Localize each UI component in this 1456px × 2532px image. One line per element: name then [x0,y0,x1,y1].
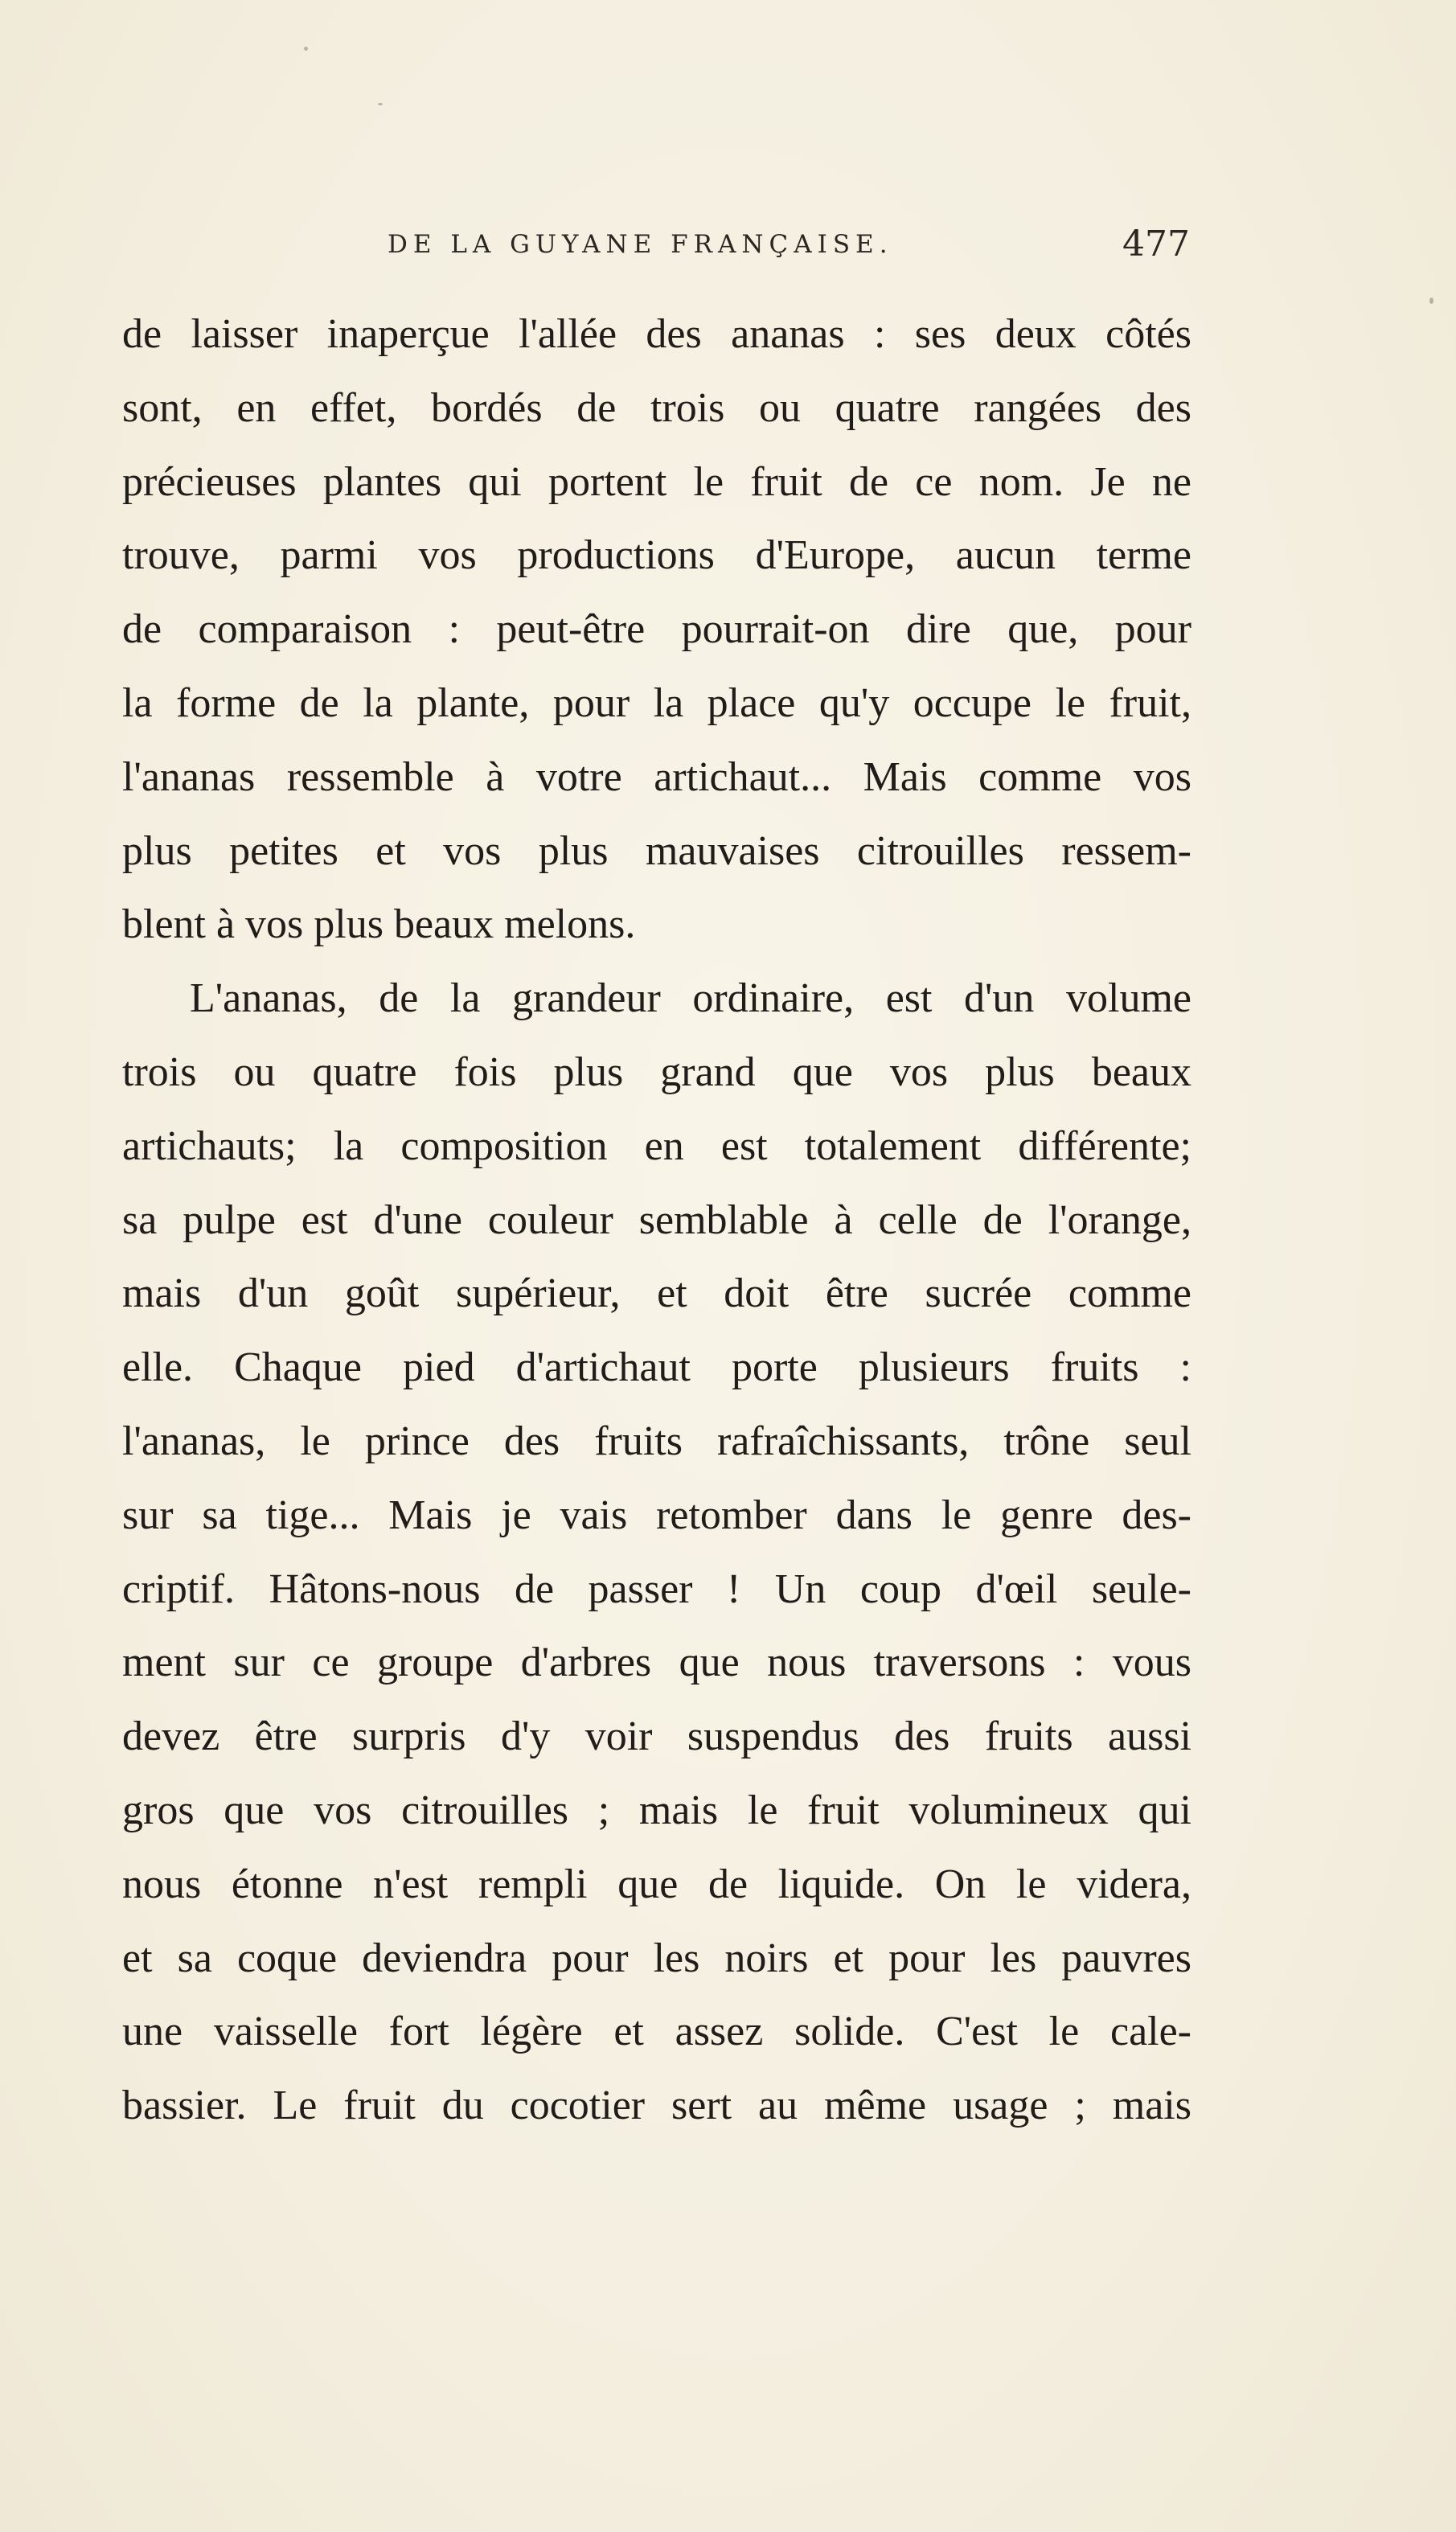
running-head-title: DE LA GUYANE FRANÇAISE. [388,230,893,259]
text-line: artichauts; la composition en est totalement différente; [122,1122,1191,1169]
text-line: la forme de la plante, pour la place qu'y occupe le fruit, [122,679,1191,726]
page-number: 477 [1122,224,1190,265]
body-text [122,298,1191,2143]
text-line: l'ananas ressemble à votre artichaut... Mais comme vos [122,753,1191,800]
text-line: ment sur ce groupe d'arbres que nous traversons : vous [122,1639,1191,1686]
text-line: elle. Chaque pied d'artichaut porte plusieurs fruits : [122,1344,1191,1391]
text-line: une vaisselle fort légère et assez solide. C'est le cale- [122,2009,1191,2055]
text-line: mais d'un goût supérieur, et doit être sucrée comme [122,1270,1191,1317]
running-head [122,224,1191,272]
text-line: de laisser inaperçue l'allée des ananas : ses deux côtés [122,311,1191,357]
text-line: L'ananas, de la grandeur ordinaire, est d'un volume [190,975,1191,1022]
text-line: bassier. Le fruit du cocotier sert au même usage ; mais [122,2083,1191,2129]
text-line: sa pulpe est d'une couleur semblable à celle de l'orange, [122,1196,1191,1243]
text-line: gros que vos citrouilles ; mais le fruit volumineux qui [122,1787,1191,1833]
text-line: et sa coque deviendra pour les noirs et pour les pauvres [122,1935,1191,1981]
paper-speck [378,103,383,105]
text-line: criptif. Hâtons-nous de passer ! Un coup d'œil seule- [122,1566,1191,1612]
text-line: devez être surpris d'y voir suspendus des fruits aussi [122,1713,1191,1760]
text-line: trois ou quatre fois plus grand que vos plus beaux [122,1049,1191,1095]
text-line: nous étonne n'est rempli que de liquide. On le videra, [122,1861,1191,1907]
text-line: de comparaison : peut-être pourrait-on dire que, pour [122,606,1191,653]
text-line: trouve, parmi vos productions d'Europe, aucun terme [122,532,1191,579]
text-line: blent à vos plus beaux melons. [122,901,636,948]
text-line: plus petites et vos plus mauvaises citrouilles ressem- [122,827,1191,874]
text-line: sont, en effet, bordés de trois ou quatre rangées des [122,384,1191,431]
text-line: sur sa tige... Mais je vais retomber dans le genre des- [122,1492,1191,1538]
paper-speck [1429,298,1433,304]
text-line: précieuses plantes qui portent le fruit de ce nom. Je ne [122,458,1191,505]
paper-speck [304,47,308,51]
text-line: l'ananas, le prince des fruits rafraîchissants, trône seul [122,1418,1191,1464]
